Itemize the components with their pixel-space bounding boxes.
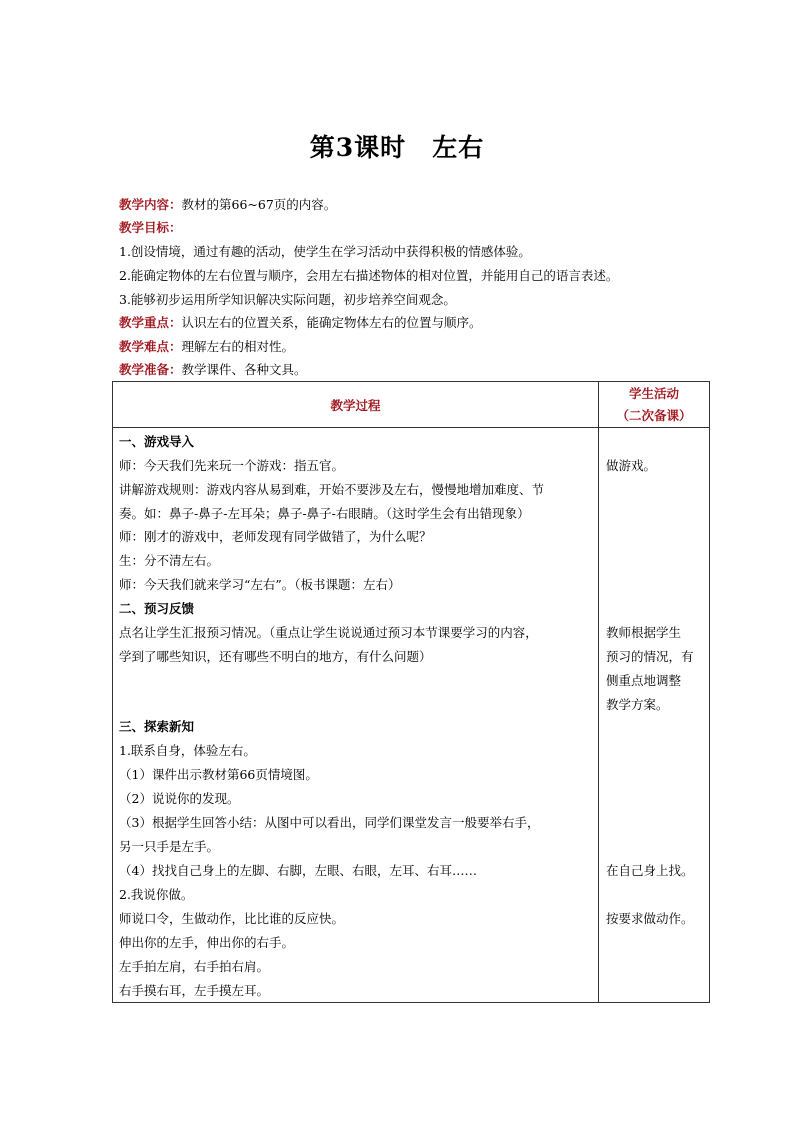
lesson-number: 第3课时: [309, 133, 407, 162]
prep-text: 教学课件、各种文具。: [181, 362, 307, 377]
activity-line: 预习的情况，有: [606, 649, 694, 664]
table-header-row: [113, 382, 710, 428]
activity-line: 按要求做动作。: [606, 911, 694, 926]
section-heading: 二、预习反馈: [119, 601, 195, 616]
prep-label: 教学准备：: [119, 362, 182, 377]
student-activity-cell: [599, 428, 710, 1003]
process-cell: [113, 428, 599, 1003]
process-line: 师：刚才的游戏中，老师发现有同学做错了，为什么呢？: [119, 529, 432, 544]
activity-line: 教学方案。: [606, 697, 669, 712]
content-text: 教材的第66~67页的内容。: [181, 197, 337, 212]
activity-line: 教师根据学生: [606, 625, 682, 640]
activity-line: 侧重点地调整: [606, 673, 682, 688]
process-line: 奏。如：鼻子-鼻子-左耳朵；鼻子-鼻子-右眼睛。（这时学生会有出错现象）: [119, 506, 530, 521]
process-line: 2.我说你做。: [119, 887, 194, 902]
process-line: （3）根据学生回答小结：从图中可以看出，同学们课堂发言一般要举右手，: [119, 815, 540, 830]
process-line: （2）说说你的发现。: [119, 791, 240, 806]
section-heading: 一、游戏导入: [119, 434, 195, 449]
page-title: [0, 128, 794, 164]
teaching-focus: [119, 315, 719, 331]
process-line: 讲解游戏规则：游戏内容从易到难，开始不要涉及左右，慢慢地增加难度、节: [119, 482, 545, 497]
process-line: （1）课件出示教材第66页情境图。: [119, 767, 318, 782]
process-line: 师：今天我们先来玩一个游戏：指五官。: [119, 458, 345, 473]
header-student-activity: 学生活动 （二次备课）: [599, 382, 710, 428]
difficulty-label: 教学难点：: [119, 339, 182, 354]
teaching-prep: [119, 362, 719, 378]
table-body-row: [113, 428, 710, 1003]
focus-label: 教学重点：: [119, 315, 182, 330]
process-line: 另一只手是左手。: [119, 839, 220, 854]
teaching-goals-label: 教学目标：: [119, 220, 182, 235]
process-line: 生：分不清左右。: [119, 553, 220, 568]
process-line: 左手拍左肩，右手拍右肩。: [119, 959, 270, 974]
process-line: 师说口令，生做动作，比比谁的反应快。: [119, 911, 345, 926]
goal-item: 3.能够初步运用所学知识解决实际问题，初步培养空间观念。: [119, 292, 456, 307]
content-label: 教学内容：: [119, 197, 182, 212]
activity-line: 做游戏。: [606, 458, 657, 473]
goal-item: 1.创设情境，通过有趣的活动，使学生在学习活动中获得积极的情感体验。: [119, 244, 531, 259]
process-line: 师：今天我们就来学习“左右”。（板书课题：左右）: [119, 577, 401, 592]
process-line: 右手摸右耳，左手摸左耳。: [119, 983, 270, 998]
lesson-plan-table: [112, 381, 710, 1003]
activity-line: 在自己身上找。: [606, 863, 694, 878]
teaching-content: [119, 197, 719, 213]
process-line: 学到了哪些知识，还有哪些不明白的地方，有什么问题）: [119, 649, 432, 664]
goal-item: 2.能确定物体的左右位置与顺序，会用左右描述物体的相对位置，并能用自己的语言表述。: [119, 268, 619, 283]
process-line: 伸出你的左手，伸出你的右手。: [119, 935, 295, 950]
lesson-topic: 左右: [432, 133, 485, 162]
teaching-difficulty: [119, 339, 719, 355]
difficulty-text: 理解左右的相对性。: [181, 339, 295, 354]
focus-text: 认识左右的位置关系，能确定物体左右的位置与顺序。: [181, 315, 482, 330]
header-teaching-process: 教学过程: [113, 382, 599, 428]
process-line: 点名让学生汇报预习情况。（重点让学生说说通过预习本节课要学习的内容，: [119, 625, 538, 640]
process-line: （4）找找自己身上的左脚、右脚，左眼、右眼，左耳、右耳……: [119, 863, 477, 878]
section-heading: 三、探索新知: [119, 719, 195, 734]
process-line: 1.联系自身，体验左右。: [119, 743, 256, 758]
